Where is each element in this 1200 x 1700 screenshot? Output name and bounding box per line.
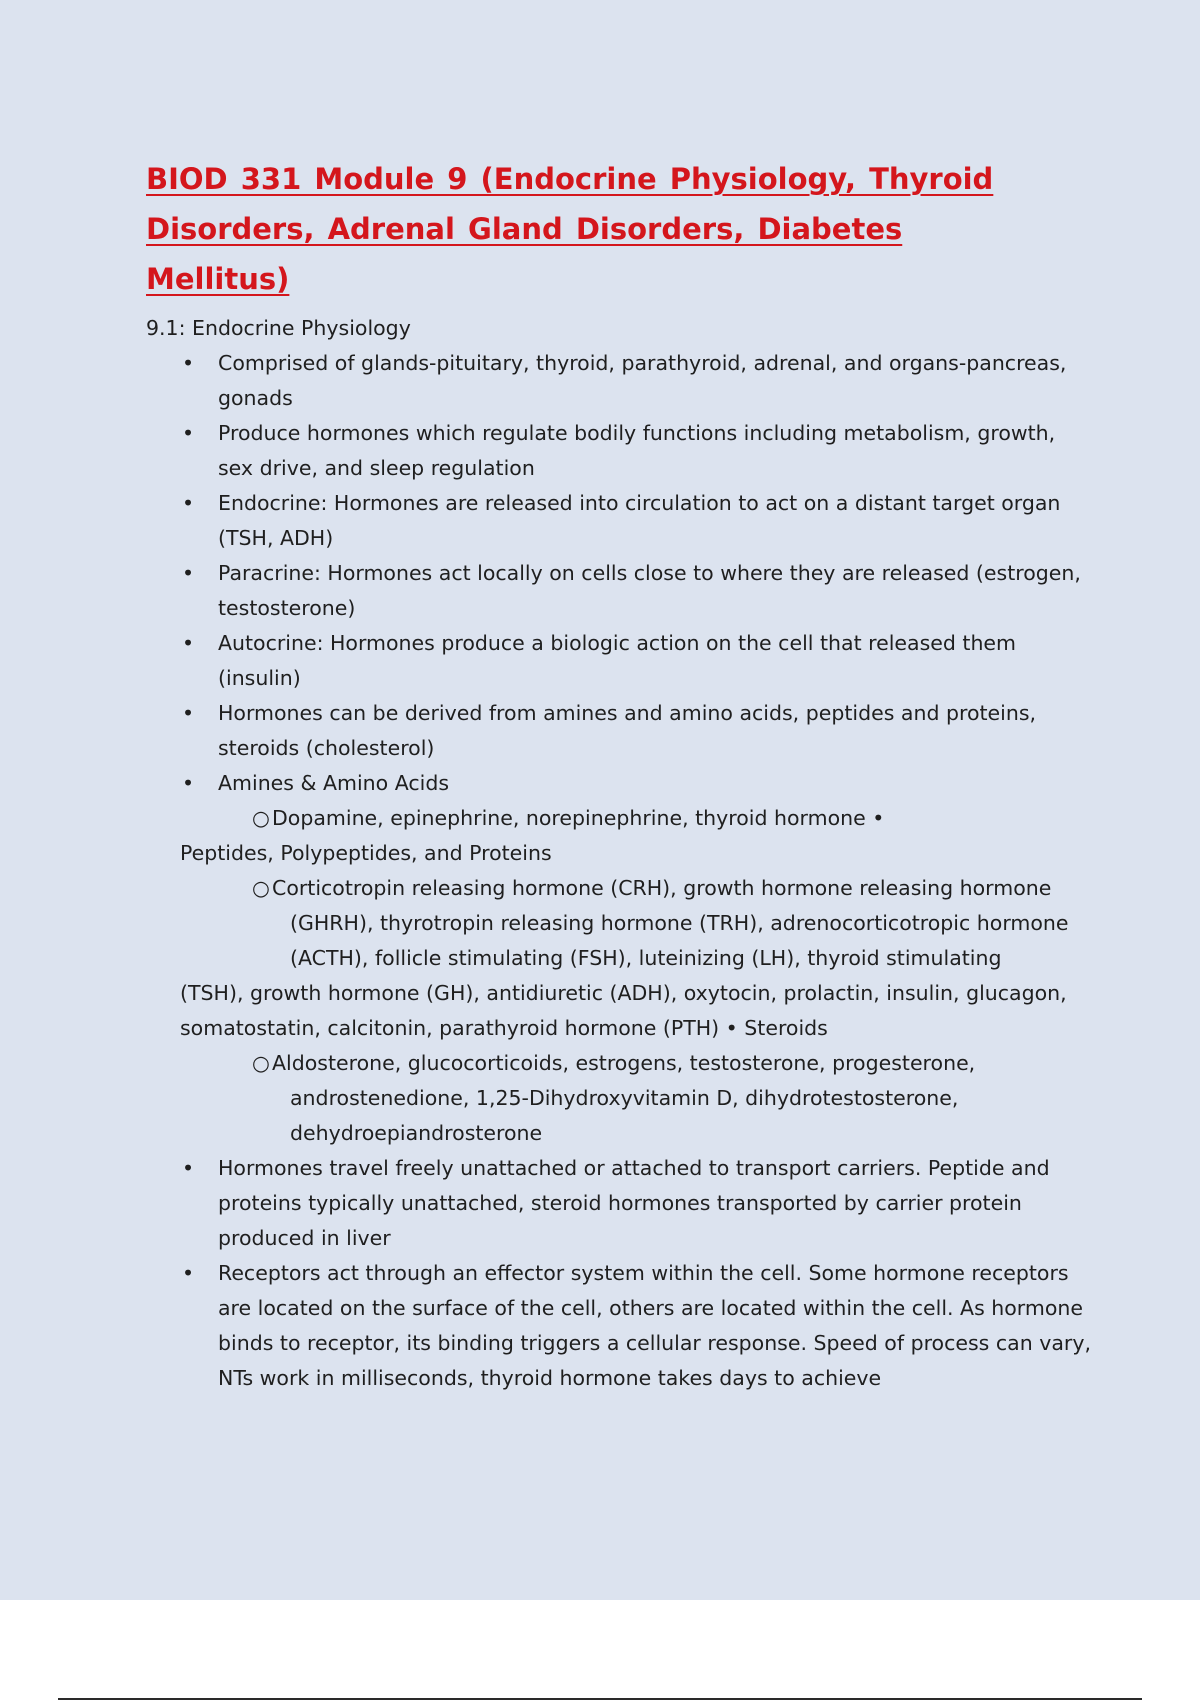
- line-text: (GHRH), thyrotropin releasing hormone (TRH), adrenocorticotropic hormone: [290, 911, 1069, 935]
- sub-bullet-point: ○: [252, 806, 270, 830]
- line-text: dehydroepiandrosterone: [290, 1121, 543, 1145]
- sub-bullet-item: [146, 801, 1096, 836]
- continued-text-line: [146, 1081, 1096, 1116]
- bullet-item: [146, 556, 1096, 626]
- document-body: [146, 311, 1096, 1396]
- bullet-point: •: [181, 1261, 195, 1285]
- text-line: [146, 1011, 1096, 1046]
- line-text: Aldosterone, glucocorticoids, estrogens, testosterone, progesterone,: [272, 1051, 976, 1075]
- bullet-item: [146, 1151, 1096, 1256]
- bullet-point: •: [181, 421, 195, 445]
- line-text: Dopamine, epinephrine, norepinephrine, thyroid hormone •: [272, 806, 885, 830]
- bullet-point: •: [181, 561, 195, 585]
- line-text: Hormones travel freely unattached or attached to transport carriers. Peptide and proteins typically unattached, steroid hormones transported by carrier protein produced in liver: [218, 1156, 1050, 1250]
- line-text: (TSH), growth hormone (GH), antidiuretic (ADH), oxytocin, prolactin, insulin, glucagon,: [180, 981, 1067, 1005]
- line-text: Amines & Amino Acids: [218, 771, 450, 795]
- sub-bullet-point: ○: [252, 1051, 270, 1075]
- line-text: Paracrine: Hormones act locally on cells close to where they are released (estrogen, testosterone): [218, 561, 1081, 620]
- text-line: [146, 836, 1096, 871]
- document-title: BIOD 331 Module 9 (Endocrine Physiology, Thyroid Disorders, Adrenal Gland Disorders, Diabetes Mellitus): [146, 162, 994, 296]
- bullet-item: [146, 346, 1096, 416]
- line-text: (ACTH), follicle stimulating (FSH), luteinizing (LH), thyroid stimulating: [290, 946, 1002, 970]
- sub-bullet-point: ○: [252, 876, 270, 900]
- note-lines: [146, 346, 1096, 1396]
- bullet-point: •: [181, 771, 195, 795]
- bullet-item: [146, 766, 1096, 801]
- bullet-item: [146, 1256, 1096, 1396]
- line-text: Comprised of glands-pituitary, thyroid, parathyroid, adrenal, and organs-pancreas, gonads: [218, 351, 1067, 410]
- line-text: somatostatin, calcitonin, parathyroid hormone (PTH) • Steroids: [180, 1016, 828, 1040]
- section-heading: 9.1: Endocrine Physiology: [146, 316, 411, 340]
- bullet-item: [146, 486, 1096, 556]
- continued-text-line: [146, 1116, 1096, 1151]
- line-text: Produce hormones which regulate bodily functions including metabolism, growth, sex drive, and sleep regulation: [218, 421, 1056, 480]
- bullet-item: [146, 626, 1096, 696]
- line-text: Peptides, Polypeptides, and Proteins: [180, 841, 552, 865]
- bullet-point: •: [181, 701, 195, 725]
- line-text: Hormones can be derived from amines and amino acids, peptides and proteins, steroids (cholesterol): [218, 701, 1037, 760]
- bullet-point: •: [181, 631, 195, 655]
- line-text: Autocrine: Hormones produce a biologic action on the cell that released them (insulin): [218, 631, 1017, 690]
- continued-text-line: [146, 941, 1096, 976]
- line-text: androstenedione, 1,25-Dihydroxyvitamin D, dihydrotestosterone,: [290, 1086, 959, 1110]
- sub-bullet-item: [146, 1046, 1096, 1081]
- line-text: Endocrine: Hormones are released into circulation to act on a distant target organ (TSH, ADH): [218, 491, 1061, 550]
- bullet-point: •: [181, 351, 195, 375]
- bullet-point: •: [181, 491, 195, 515]
- line-text: Receptors act through an effector system within the cell. Some hormone receptors are located on the surface of the cell, others are located within the cell. As hormone binds to receptor, its binding triggers a cellular response. Speed of process can vary, NTs work in milliseconds, thyroid hormone takes days to achieve: [218, 1261, 1091, 1390]
- continued-text-line: [146, 906, 1096, 941]
- line-text: Corticotropin releasing hormone (CRH), growth hormone releasing hormone: [272, 876, 1052, 900]
- bullet-item: [146, 696, 1096, 766]
- text-line: [146, 976, 1096, 1011]
- bullet-item: [146, 416, 1096, 486]
- bullet-point: •: [181, 1156, 195, 1180]
- sub-bullet-item: [146, 871, 1096, 906]
